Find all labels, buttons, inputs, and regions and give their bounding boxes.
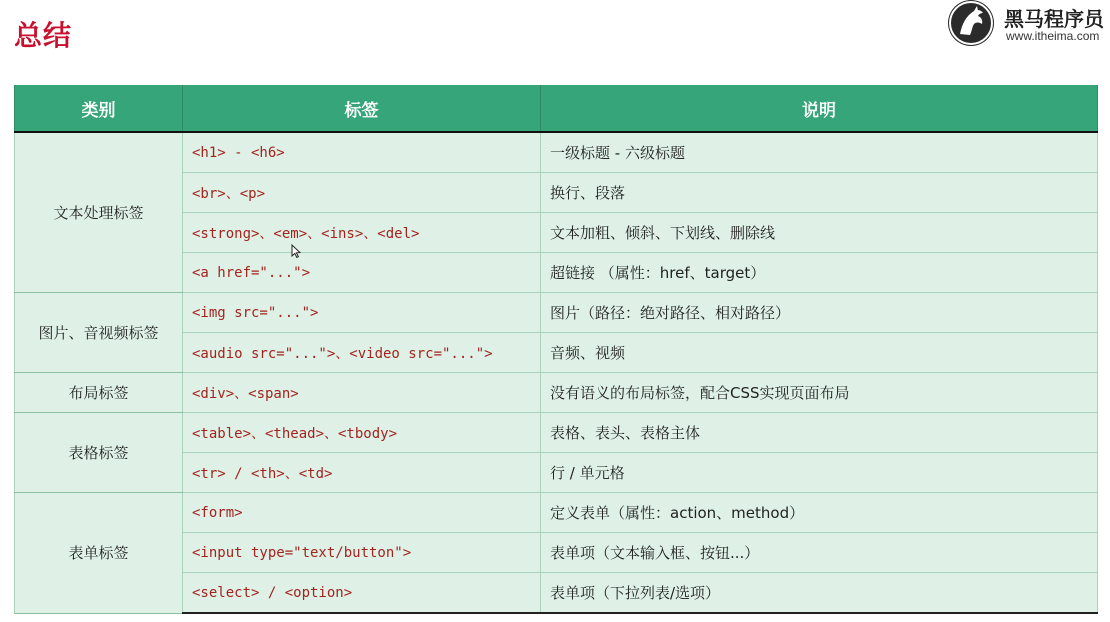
table-row [15,132,1098,173]
header-tag: 标签 [183,85,541,132]
tag-cell: <select> / <option> [183,573,541,614]
table-row [15,413,1098,453]
brand-url: www.itheima.com [1006,29,1100,43]
horse-logo-icon [948,0,994,46]
category-cell: 文本处理标签 [15,132,183,293]
description-cell: 超链接 （属性：href、target） [541,253,1098,293]
header-category: 类别 [15,85,183,132]
table-row [15,293,1098,333]
summary-table [14,85,1098,614]
tag-cell: <strong>、<em>、<ins>、<del> [183,213,541,253]
tag-cell: <br>、<p> [183,173,541,213]
tag-cell: <form> [183,493,541,533]
page-title: 总结 [14,19,73,52]
description-cell: 音频、视频 [541,333,1098,373]
table-header-row [15,85,1098,132]
description-cell: 行 / 单元格 [541,453,1098,493]
description-cell: 表单项（文本输入框、按钮...） [541,533,1098,573]
brand-name: 黑马程序员 [1004,7,1104,31]
description-cell: 定义表单（属性：action、method） [541,493,1098,533]
category-cell: 布局标签 [15,373,183,413]
tag-cell: <h1> - <h6> [183,132,541,173]
tag-cell: <input type="text/button"> [183,533,541,573]
mouse-cursor-icon [291,243,301,257]
description-cell: 图片（路径：绝对路径、相对路径） [541,293,1098,333]
tag-cell: <a href="..."> [183,253,541,293]
table-row [15,373,1098,413]
description-cell: 表单项（下拉列表/选项） [541,573,1098,614]
description-cell: 没有语义的布局标签，配合CSS实现页面布局 [541,373,1098,413]
tag-cell: <table>、<thead>、<tbody> [183,413,541,453]
table-row [15,493,1098,533]
category-cell: 表单标签 [15,493,183,614]
header-description: 说明 [541,85,1098,132]
tag-cell: <img src="..."> [183,293,541,333]
tag-cell: <tr> / <th>、<td> [183,453,541,493]
description-cell: 表格、表头、表格主体 [541,413,1098,453]
category-cell: 表格标签 [15,413,183,493]
description-cell: 一级标题 - 六级标题 [541,132,1098,173]
category-cell: 图片、音视频标签 [15,293,183,373]
description-cell: 文本加粗、倾斜、下划线、删除线 [541,213,1098,253]
description-cell: 换行、段落 [541,173,1098,213]
tag-cell: <audio src="...">、<video src="..."> [183,333,541,373]
brand-logo [946,0,1110,48]
tag-cell: <div>、<span> [183,373,541,413]
